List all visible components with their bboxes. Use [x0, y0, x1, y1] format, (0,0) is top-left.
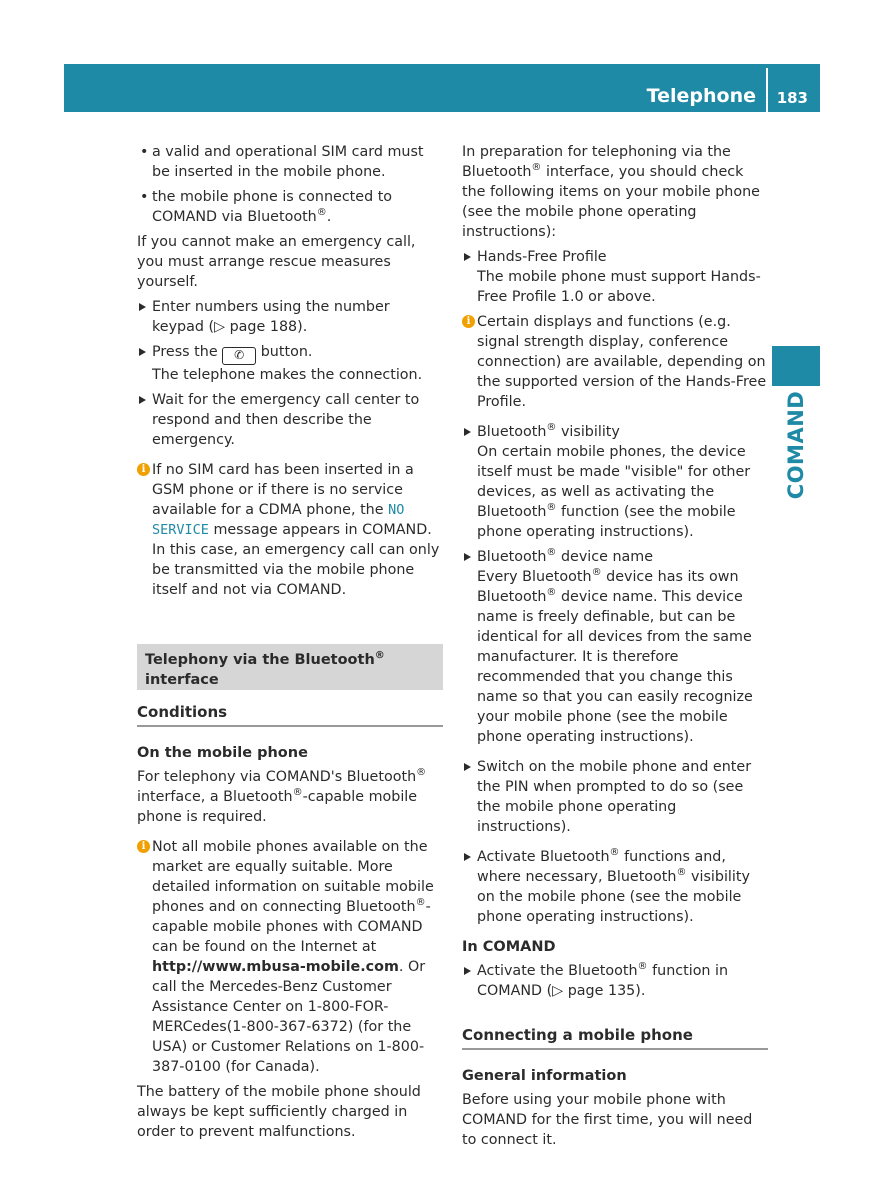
info-note: i If no SIM card has been inserted in a GSM phone or if there is no service available for a CDMA phone, the NO SERVICE message appears in COMAND. In this case, an emergency call can only be transmitted via the mobile phone itself and not via COMAND. [137, 460, 443, 600]
step-item: Activate the Bluetooth® function in COMAND (▷ page 135). [462, 961, 768, 1001]
subheading-in-comand: In COMAND [462, 939, 556, 955]
info-note: i Certain displays and functions (e.g. signal strength display, conference connection) are available, depending on the supported version of the Hands-Free Profile. [462, 312, 768, 412]
info-icon: i [137, 463, 150, 476]
step-arrow-icon [464, 853, 471, 861]
paragraph: In preparation for telephoning via the Bluetooth® interface, you should check the following items on your mobile phone (see the mobile phone operating instructions): [462, 144, 760, 240]
bullet-mark: • [140, 189, 149, 205]
subheading-on-mobile-phone: On the mobile phone [137, 745, 308, 761]
step-item: Hands-Free Profile The mobile phone must support Hands-Free Profile 1.0 or above. [462, 247, 768, 307]
step-arrow-icon [464, 553, 471, 561]
step-arrow-icon [464, 428, 471, 436]
side-tab-label: COMAND [784, 390, 808, 500]
section-title: Telephony via the Bluetooth® interface [137, 644, 443, 690]
step-item: Bluetooth® visibility On certain mobile phones, the device itself must be made "visible" for other devices, as well as activating the Bluetooth® function (see the mobile phone operating instructions). [462, 422, 768, 542]
step-item: Wait for the emergency call center to respond and then describe the emergency. [137, 390, 443, 450]
step-arrow-icon [464, 967, 471, 975]
step-item: Bluetooth® device name Every Bluetooth® device has its own Bluetooth® device name. This device name is freely definable, but can be identical for all devices from the same manufacturer. It is therefore recommended that you change this name so that you can easily recognize your mobile phone (see the mobile phone operating instructions). [462, 547, 768, 747]
step-arrow-icon [464, 763, 471, 771]
step-arrow-icon [139, 303, 146, 311]
page-number: 183 [776, 89, 808, 107]
right-column [462, 142, 768, 1150]
list-item: • a valid and operational SIM card must be inserted in the mobile phone. [140, 144, 424, 180]
info-icon: i [137, 840, 150, 853]
step-item: Switch on the mobile phone and enter the PIN when prompted to do so (see the mobile phone operating instructions). [462, 757, 768, 837]
page-header [64, 64, 820, 112]
side-tab [772, 346, 820, 386]
paragraph: The battery of the mobile phone should always be kept sufficiently charged in order to prevent malfunctions. [137, 1084, 421, 1140]
paragraph: Before using your mobile phone with COMAND for the first time, you will need to connect it. [462, 1092, 753, 1148]
info-icon: i [462, 315, 475, 328]
bullet-mark: • [140, 144, 149, 160]
step-item: Press the ✆ button. The telephone makes the connection. [137, 342, 443, 385]
subheading-general-information: General information [462, 1068, 627, 1084]
step-arrow-icon [139, 348, 146, 356]
heading-conditions: Conditions [137, 702, 443, 727]
step-arrow-icon [464, 253, 471, 261]
display-message: NO SERVICE [152, 502, 405, 538]
info-note: i Not all mobile phones available on the market are equally suitable. More detailed information on suitable mobile phones and on connecting Bluetooth®-capable mobile phones with COMAND can be found on the Internet at http://www.mbusa-mobile.com. Or call the Mercedes-Benz Customer Assistance Center on 1-800-FOR-MERCedes(1-800-367-6372) (for the USA) or Customer Relations on 1-800-387-0100 (for Canada). [137, 837, 443, 1077]
header-title: Telephone [646, 85, 756, 107]
paragraph: If you cannot make an emergency call, you must arrange rescue measures yourself. [137, 234, 416, 290]
step-item: Activate Bluetooth® functions and, where necessary, Bluetooth® visibility on the mobile phone (see the mobile phone operating instructions). [462, 847, 768, 927]
website-url: http://www.mbusa-mobile.com [152, 959, 399, 975]
paragraph: For telephony via COMAND's Bluetooth® interface, a Bluetooth®-capable mobile phone is required. [137, 767, 427, 825]
list-item: • the mobile phone is connected to COMAND via Bluetooth®. [140, 189, 393, 225]
step-item: Enter numbers using the number keypad (▷ page 188). [137, 297, 443, 337]
step-arrow-icon [139, 396, 146, 404]
header-separator [766, 68, 768, 112]
heading-connecting-mobile-phone: Connecting a mobile phone [462, 1025, 768, 1050]
phone-button-icon: ✆ [222, 347, 256, 365]
left-column [137, 142, 443, 1142]
